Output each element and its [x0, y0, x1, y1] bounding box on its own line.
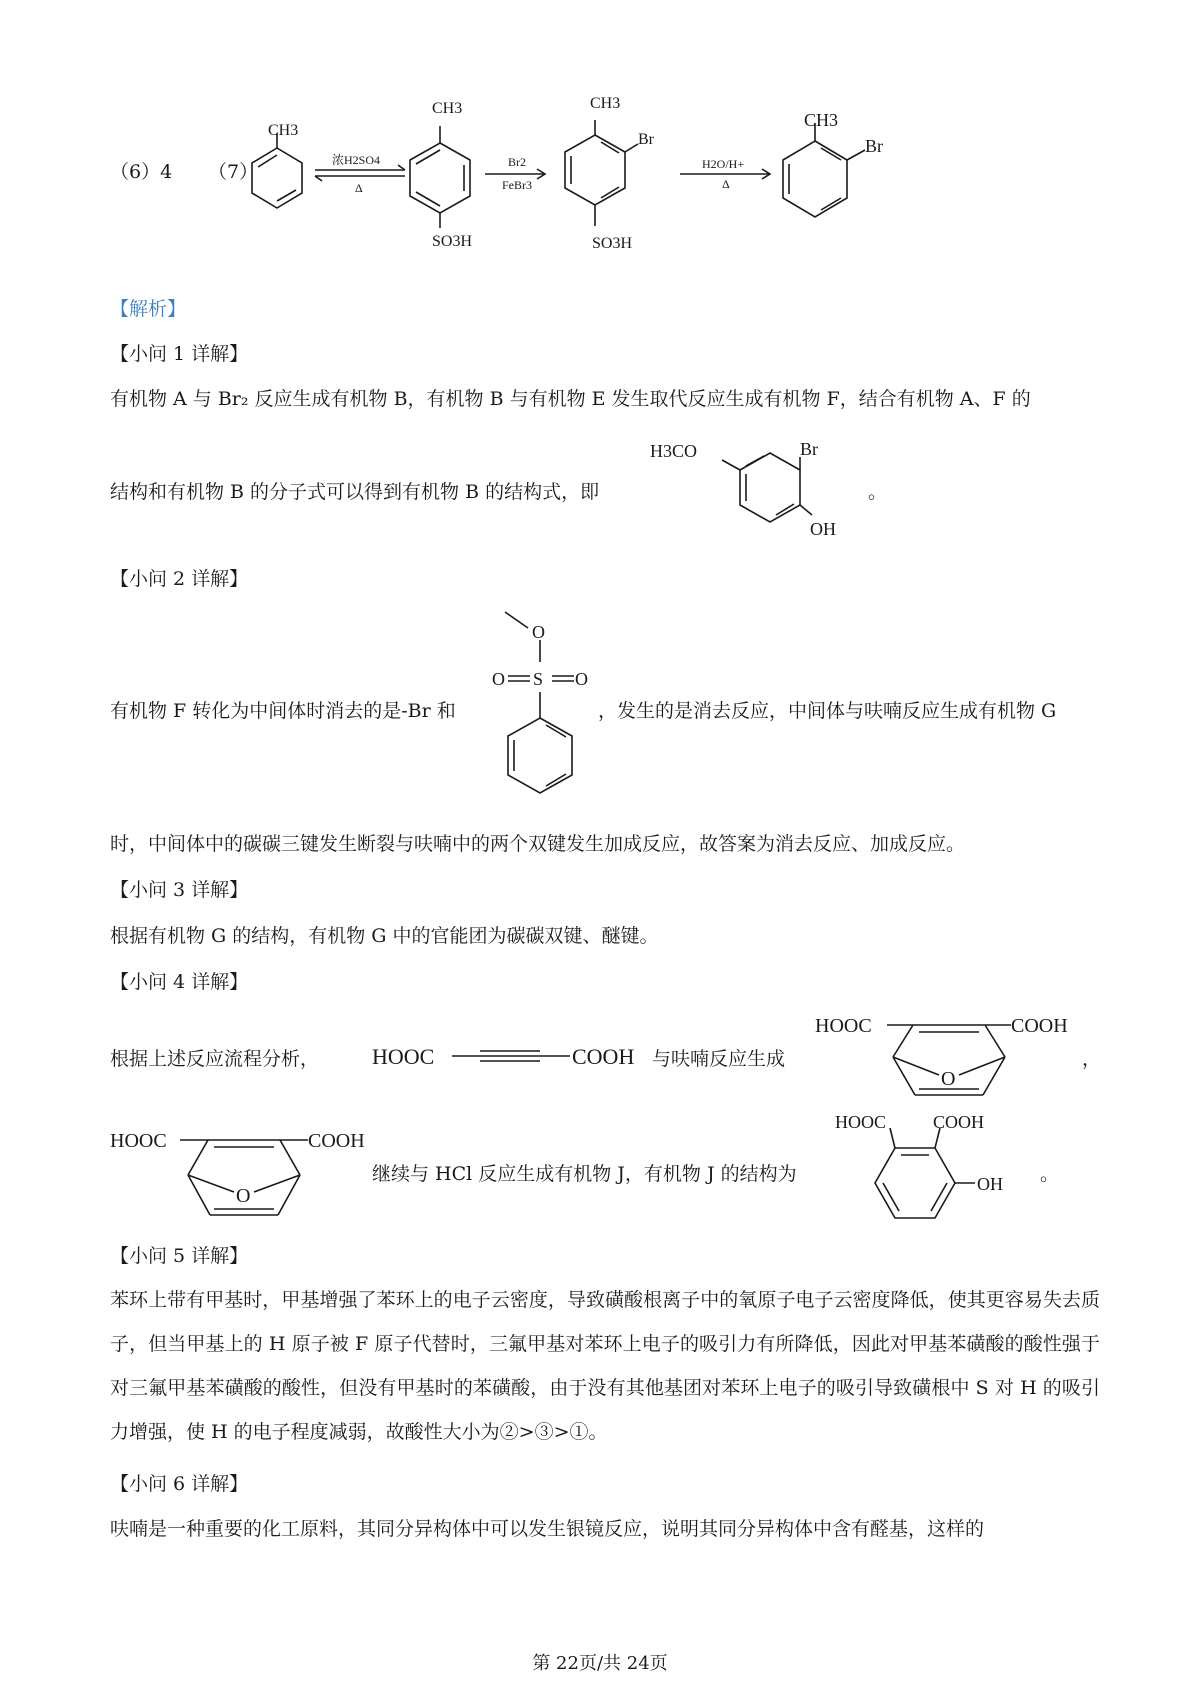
adduct2-cooh: COOH	[308, 1130, 365, 1152]
adduct2-hooc: HOOC	[110, 1130, 167, 1152]
adduct1-hooc: HOOC	[815, 1015, 872, 1037]
q6-text: 呋喃是一种重要的化工原料，其同分异构体中可以发生银镜反应，说明其同分异构体中含有醛基，这样的	[110, 1518, 985, 1540]
q1-line2: 结构和有机物 B 的分子式可以得到有机物 B 的结构式，即	[110, 481, 600, 503]
struct-o-left: O	[492, 669, 505, 689]
step2-reagent: Br2	[508, 155, 526, 169]
q5-text: 苯环上带有甲基时，甲基增强了苯环上的电子云密度，导致磺酸根离子中的氧原子电子云密度降低，使其更容易失去质子，但当甲基上的 H 原子被 F 原子代替时，三氟甲基对苯环上电子的吸引力有所降低，因此对甲基苯磺酸的酸性强于对三氟甲基苯磺酸的酸性，但没有甲基时的苯磺酸，由于没有其他基团对苯环上电子的吸引导致磺根中 S 对 H 的吸引力增强，使 H 的电子程度减弱，故酸性大小为②>③>①。	[110, 1289, 1100, 1443]
q4-line1-b: 与呋喃反应生成	[652, 1048, 786, 1070]
q1-heading: 【小问 1 详解】	[110, 343, 249, 365]
adduct-1	[815, 1005, 1085, 1120]
product-j	[835, 1108, 1075, 1238]
int1-so3h: SO3H	[432, 233, 473, 250]
int2-ch3: CH3	[590, 95, 621, 112]
product-br: Br	[865, 136, 883, 156]
struct-s: S	[533, 669, 544, 689]
answer-6: （6）4	[110, 161, 173, 183]
q4-period: 。	[1040, 1163, 1060, 1185]
int2-so3h: SO3H	[592, 235, 633, 252]
intermediate2-ring	[565, 135, 625, 205]
step1-reagent: 浓H2SO4	[332, 153, 381, 167]
alkyne-cooh: COOH	[572, 1044, 635, 1069]
adduct-2	[110, 1120, 380, 1235]
answer-7-label: （7）	[208, 161, 259, 183]
q2-line2: 时，中间体中的碳碳三键发生断裂与呋喃中的两个双键发生加成反应，故答案为消去反应、加成反应。	[110, 833, 966, 855]
adduct1-cooh: COOH	[1011, 1015, 1068, 1037]
intermediate1-ring	[410, 143, 470, 213]
toluene-ch3: CH3	[268, 122, 299, 139]
product-j-cooh: COOH	[933, 1112, 985, 1132]
step3-reagent: H2O/H+	[702, 157, 745, 171]
adduct2-o: O	[236, 1185, 251, 1207]
q4-comma: ，	[1082, 1048, 1102, 1070]
product-j-hooc: HOOC	[835, 1112, 887, 1132]
struct-o-top: O	[532, 622, 545, 642]
synthesis-scheme	[240, 88, 940, 263]
struct-b	[650, 435, 890, 550]
step2-catalyst: FeBr3	[502, 178, 532, 192]
product-j-oh: OH	[977, 1174, 1003, 1194]
q2-line1-a: 有机物 F 转化为中间体时消去的是-Br 和	[110, 700, 456, 722]
q3-line1: 根据有机物 G 的结构，有机物 G 中的官能团为碳碳双键、醚键。	[110, 925, 659, 947]
q4-line1-a: 根据上述反应流程分析，	[110, 1048, 320, 1070]
q2-line1-b: ，发生的是消去反应，中间体与呋喃反应生成有机物 G	[598, 700, 1057, 722]
struct-b-oh: OH	[810, 519, 836, 539]
alkyne-diacid	[370, 1040, 660, 1080]
step1-condition: Δ	[355, 181, 363, 195]
page-footer: 第 22页/共 24页	[532, 1653, 668, 1674]
q1-period: 。	[868, 481, 888, 503]
adduct1-o: O	[941, 1068, 956, 1090]
int2-br: Br	[638, 131, 654, 148]
struct-methyl-sulfonate	[480, 600, 610, 815]
alkyne-hooc: HOOC	[372, 1044, 435, 1069]
struct-b-br: Br	[800, 439, 818, 459]
q6-heading: 【小问 6 详解】	[110, 1473, 249, 1495]
int1-ch3: CH3	[432, 100, 463, 117]
q1-line1: 有机物 A 与 Br₂ 反应生成有机物 B，有机物 B 与有机物 E 发生取代反应生成有机物 F，结合有机物 A、F 的	[110, 388, 1031, 410]
step3-condition: Δ	[722, 177, 730, 191]
q2-heading: 【小问 2 详解】	[110, 568, 249, 590]
analysis-label: 【解析】	[110, 298, 187, 320]
q5-heading: 【小问 5 详解】	[110, 1245, 249, 1267]
struct-o-right: O	[575, 669, 588, 689]
q4-heading: 【小问 4 详解】	[110, 971, 249, 993]
q3-heading: 【小问 3 详解】	[110, 879, 249, 901]
product-ring	[783, 141, 847, 217]
struct-b-h3co: H3CO	[650, 441, 698, 461]
toluene-ring	[252, 148, 302, 208]
q4-line2: 继续与 HCl 反应生成有机物 J，有机物 J 的结构为	[372, 1163, 797, 1185]
product-ch3: CH3	[804, 110, 839, 130]
